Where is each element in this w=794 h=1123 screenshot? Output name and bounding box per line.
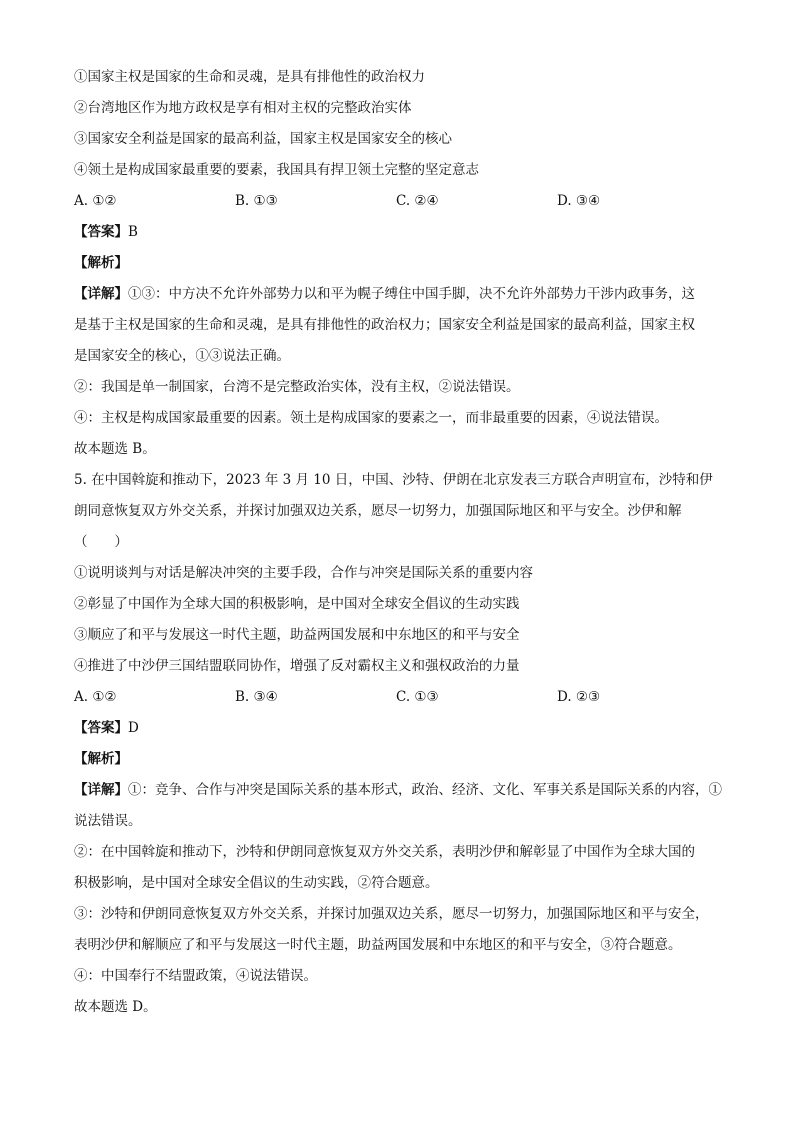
q4-analysis-line-1: [74, 279, 754, 310]
q4-analysis-line-2: 是基于主权是国家的生命和灵魂，是具有排他性的政治权力；国家安全利益是国家的最高利益，国家主权: [74, 317, 695, 333]
q4-answer: [74, 217, 754, 248]
q5-analysis-line-8: 故本题选 D。: [74, 999, 157, 1015]
q5-stem-line-2: 朗同意恢复双方外交关系，并探讨加强双边关系，愿尽一切努力，加强国际地区和平与安全。沙伊和解: [74, 503, 682, 519]
q5-item-4: ④推进了中沙伊三国结盟联同协作，增强了反对霸权主义和强权政治的力量: [74, 658, 520, 674]
q4-analysis-text-1: ①③：中方决不允许外部势力以和平为幌子缚住中国手脚，决不允许外部势力干涉内政事务，这: [128, 286, 695, 302]
q4-analysis-line-4: ②：我国是单一制国家，台湾不是完整政治实体，没有主权，②说法错误。: [74, 379, 520, 395]
q4-answer-value: B: [128, 224, 138, 240]
q5-items: [74, 558, 754, 682]
q5-stem: [74, 465, 754, 558]
q5-analysis-line-2: 说法错误。: [74, 813, 142, 829]
q4-detail-tag: 【详解】: [74, 286, 128, 302]
q5-analysis-line-3: ②：在中国斡旋和推动下，沙特和伊朗同意恢复双方外交关系，表明沙伊和解彰显了中国作为全球大国的: [74, 844, 695, 860]
q4-option-c: C. ②④: [396, 193, 439, 209]
q4-option-b: B. ①③: [235, 193, 278, 209]
q4-item-2: ②台湾地区作为地方政权是享有相对主权的完整政治实体: [74, 100, 412, 116]
q5-stem-line-1: 5. 在中国斡旋和推动下，2023 年 3 月 10 日，中国、沙特、伊朗在北京发表三方联合声明宣布，沙特和伊: [74, 472, 713, 488]
exam-page: [74, 62, 754, 1023]
q5-option-a: A. ①②: [74, 689, 117, 705]
q5-options: [74, 682, 754, 713]
q5-option-d: D. ②③: [557, 689, 601, 705]
q4-item-4: ④领土是构成国家最重要的要素，我国具有捍卫领土完整的坚定意志: [74, 162, 479, 178]
q4-options: [74, 186, 754, 217]
q5-item-1: ①说明谈判与对话是解决冲突的主要手段，合作与冲突是国际关系的重要内容: [74, 565, 533, 581]
q5-option-c: C. ①③: [396, 689, 439, 705]
q5-analysis: [74, 775, 754, 1023]
q4-item-3: ③国家安全利益是国家的最高利益，国家主权是国家安全的核心: [74, 131, 452, 147]
q5-analysis-line-5: ③：沙特和伊朗同意恢复双方外交关系，并探讨加强双边关系，愿尽一切努力，加强国际地区和平与安全，: [74, 906, 709, 922]
q4-option-a: A. ①②: [74, 193, 117, 209]
q5-analysis-line-7: ④：中国奉行不结盟政策，④说法错误。: [74, 968, 317, 984]
q5-analysis-heading: [74, 744, 754, 775]
q5-item-2: ②彰显了中国作为全球大国的积极影响，是中国对全球安全倡议的生动实践: [74, 596, 520, 612]
q5-option-b: B. ③④: [235, 689, 278, 705]
q5-stem-line-3: （ ）: [74, 534, 128, 550]
q5-answer-tag: 【答案】: [74, 720, 128, 736]
q4-analysis-line-3: 是国家安全的核心，①③说法正确。: [74, 348, 290, 364]
q5-answer: [74, 713, 754, 744]
q4-answer-tag: 【答案】: [74, 224, 128, 240]
q4-analysis-tag: 【解析】: [74, 255, 128, 271]
q4-analysis: [74, 279, 754, 465]
q5-analysis-line-4: 积极影响，是中国对全球安全倡议的生动实践，②符合题意。: [74, 875, 439, 891]
q5-detail-tag: 【详解】: [74, 782, 128, 798]
q4-analysis-heading: [74, 248, 754, 279]
q5-analysis-line-6: 表明沙伊和解顺应了和平与发展这一时代主题，助益两国发展和中东地区的和平与安全，③符合题意。: [74, 937, 682, 953]
q5-answer-value: D: [128, 720, 139, 736]
q5-analysis-tag: 【解析】: [74, 751, 128, 767]
q4-analysis-line-6: 故本题选 B。: [74, 441, 156, 457]
q5-analysis-text-1: ①：竞争、合作与冲突是国际关系的基本形式，政治、经济、文化、军事关系是国际关系的内容，①: [128, 782, 722, 798]
q5-item-3: ③顺应了和平与发展这一时代主题，助益两国发展和中东地区的和平与安全: [74, 627, 520, 643]
q4-items: [74, 62, 754, 186]
q5-analysis-line-1: [74, 775, 754, 806]
q4-item-1: ①国家主权是国家的生命和灵魂，是具有排他性的政治权力: [74, 69, 425, 85]
q4-analysis-line-5: ④：主权是构成国家最重要的因素。领土是构成国家的要素之一，而非最重要的因素，④说法错误。: [74, 410, 668, 426]
q4-option-d: D. ③④: [557, 193, 601, 209]
